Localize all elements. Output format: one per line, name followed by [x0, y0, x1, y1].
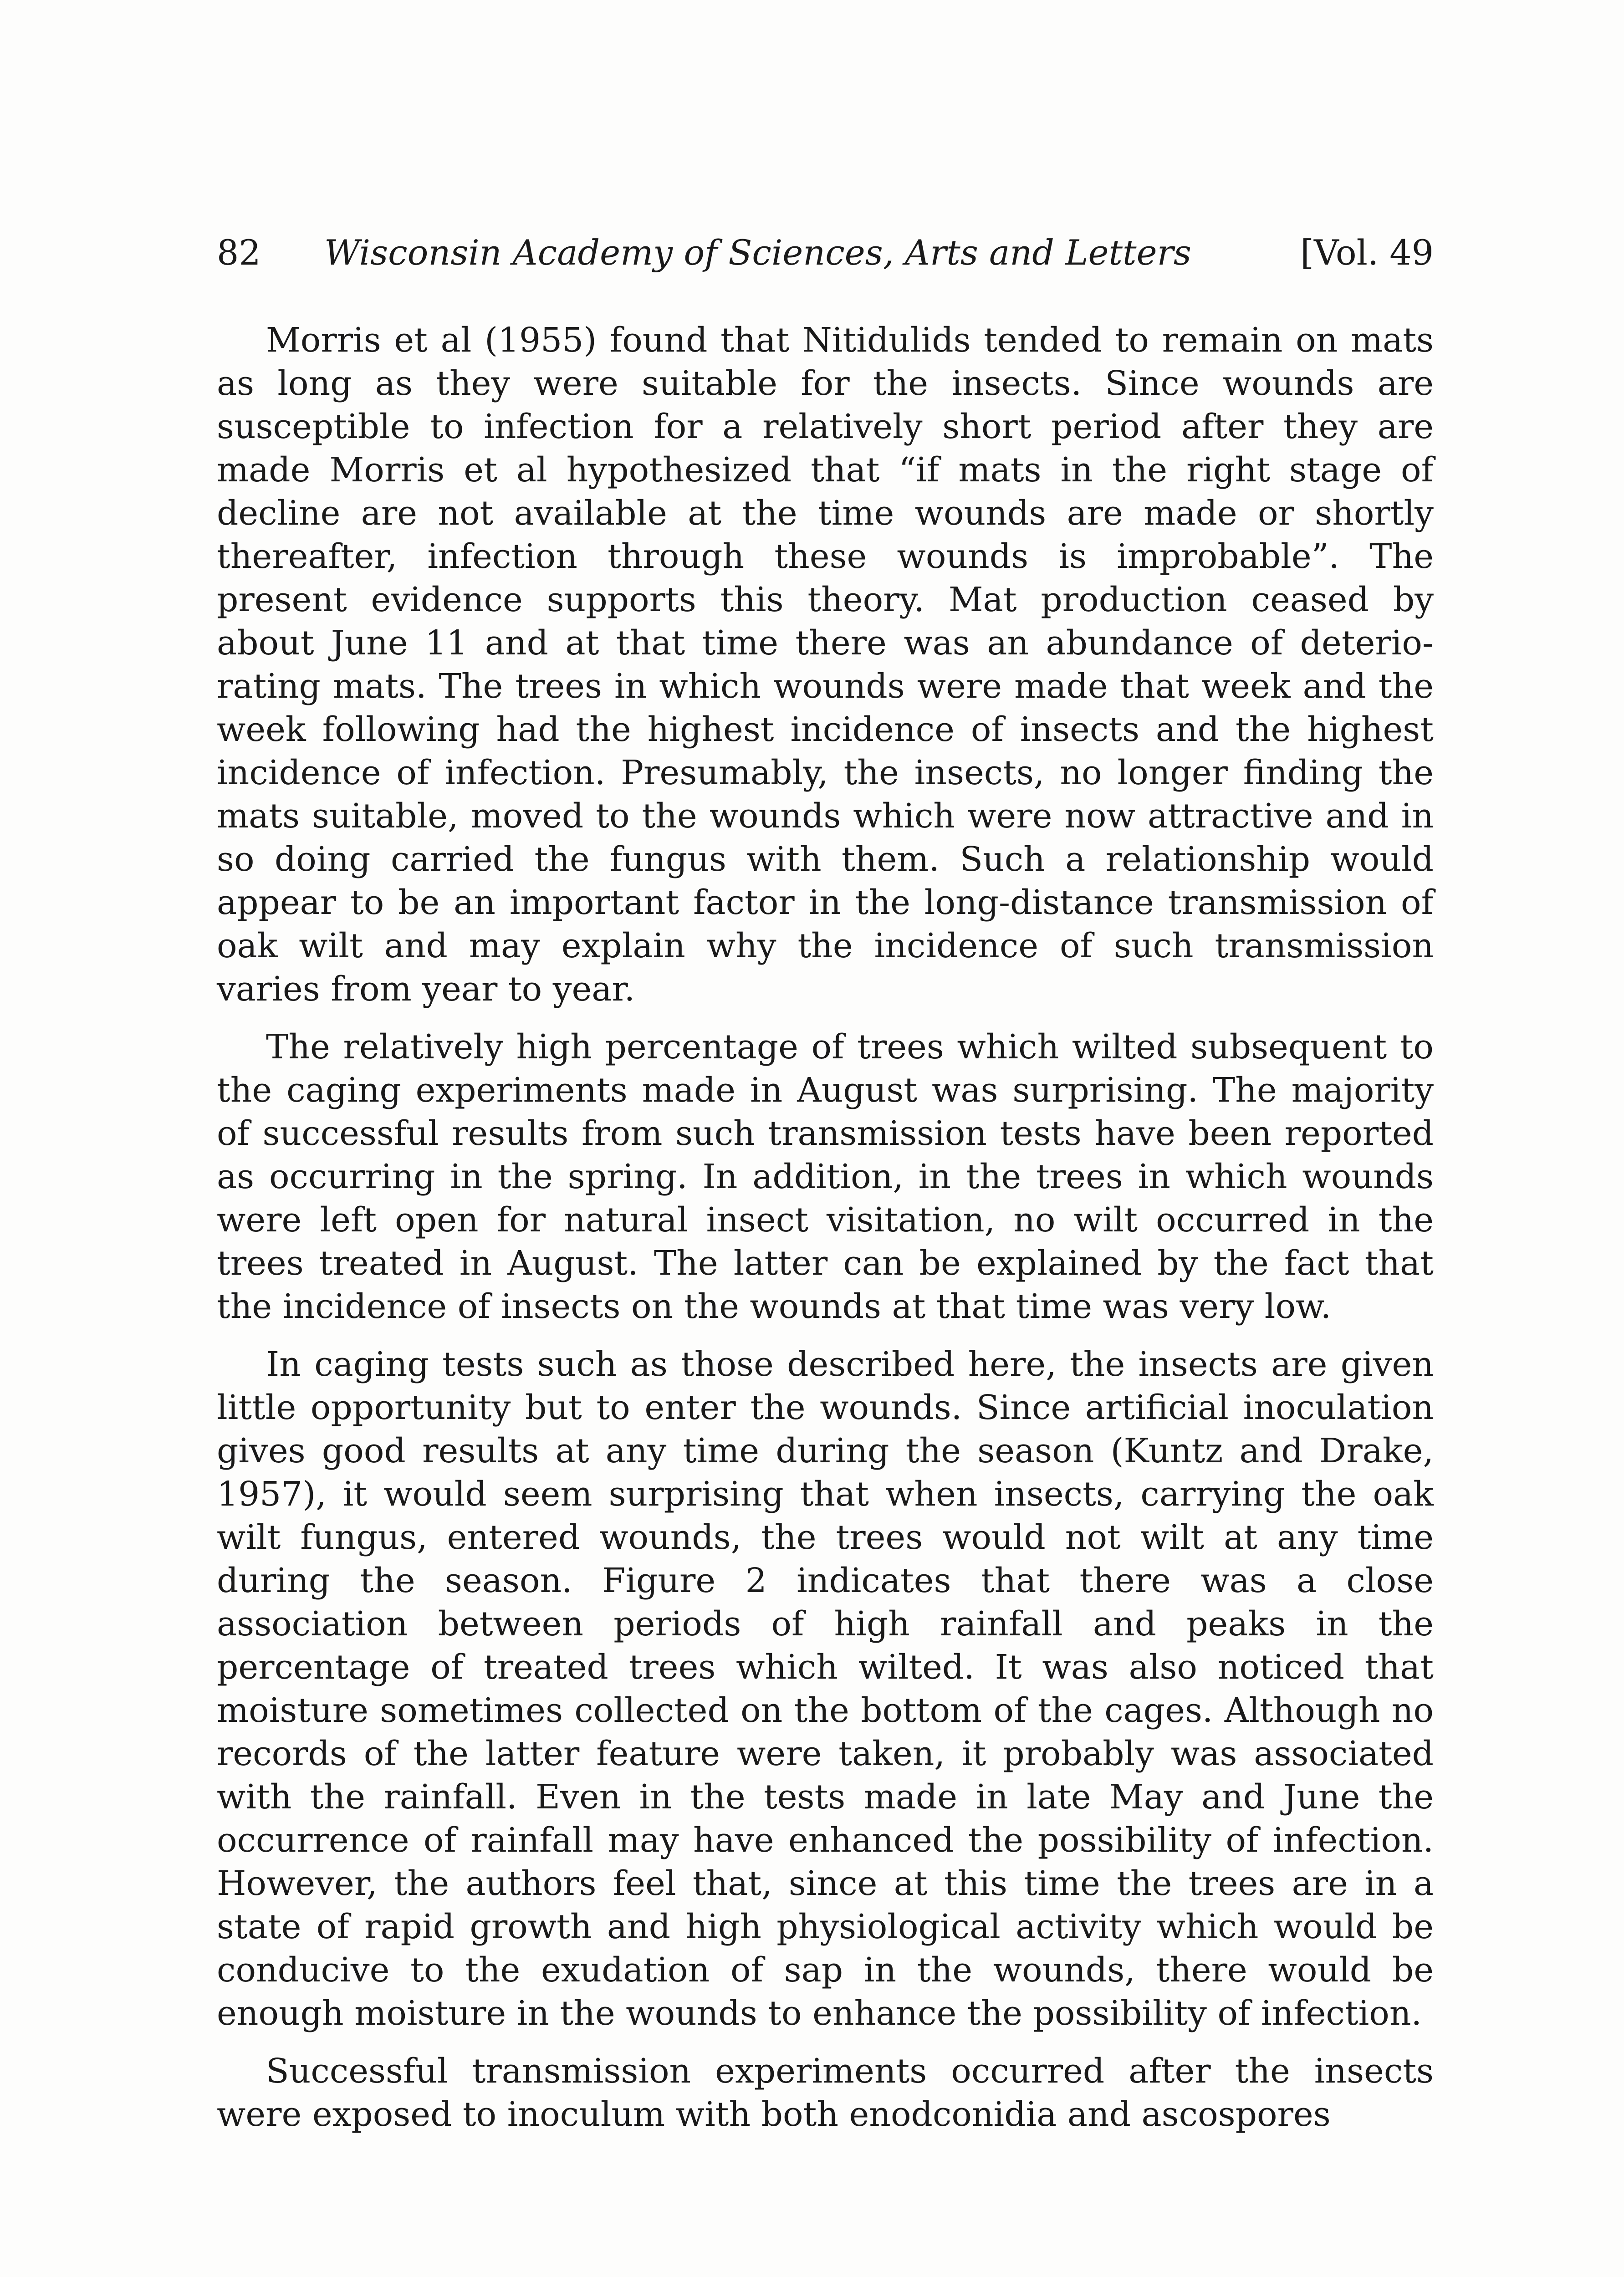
body-text — [217, 319, 1434, 2136]
paragraph-2: The relatively high percentage of trees which wilted subsequent to the caging experiments made in August was surprising. The majority of successful results from such transmission tests have been reported as occurring in the spring. In addition, in the trees in which wounds were left open for natural insect visitation, no wilt occurred in the trees treated in August. The latter can be explained by the fact that the incidence of insects on the wounds at that time was very low. — [217, 1027, 1434, 1326]
page-number: 82 — [217, 232, 261, 273]
paragraph-3: In caging tests such as those described here, the insects are given little opportunity but to enter the wounds. Since artificial inoculation gives good results at any time during the season (Kuntz and Drake, 1957), it would seem surprising that when insects, carrying the oak wilt fungus, entered wounds, the trees would not wilt at any time during the season. Figure 2 indicates that there was a close association between periods of high rainfall and peaks in the percentage of treated trees which wilted. It was also noticed that moisture sometimes collected on the bottom of the cages. Although no records of the latter feature were taken, it probably was associated with the rainfall. Even in the tests made in late May and June the occurrence of rainfall may have enhanced the possibility of infection. However, the authors feel that, since at this time the trees are in a state of rapid growth and high physiological activity which would be conducive to the exudation of sap in the wounds, there would be enough moisture in the wounds to enhance the possibility of infection. — [217, 1345, 1434, 2033]
paragraph-1: Morris et al (1955) found that Nitidulids tended to remain on mats as long as they were suitable for the insects. Since wounds are susceptible to infection for a relatively short period after they are made Morris et al hypothesized that “if mats in the right stage of decline are not available at the time wounds are made or shortly thereafter, infection through these wounds is improbable”. The present evidence supports this theory. Mat production ceased by about June 11 and at that time there was an abundance of deteriorating mats. The trees in which wounds were made that week and the week following had the highest incidence of insects and the highest incidence of infection. Presumably, the insects, no longer finding the mats suitable, moved to the wounds which were now attractive and in so doing carried the fungus with them. Such a relationship would appear to be an important factor in the long-distance transmission of oak wilt and may explain why the incidence of such transmission varies from year to year. — [217, 321, 1434, 1009]
paragraph-4: Successful transmission experiments occurred after the insects were exposed to inoculum with both enodconidia and ascospores — [217, 2052, 1434, 2134]
running-head — [217, 228, 1434, 278]
volume-label: [Vol. 49 — [1300, 232, 1434, 273]
journal-title: Wisconsin Academy of Sciences, Arts and Letters — [324, 232, 1191, 273]
